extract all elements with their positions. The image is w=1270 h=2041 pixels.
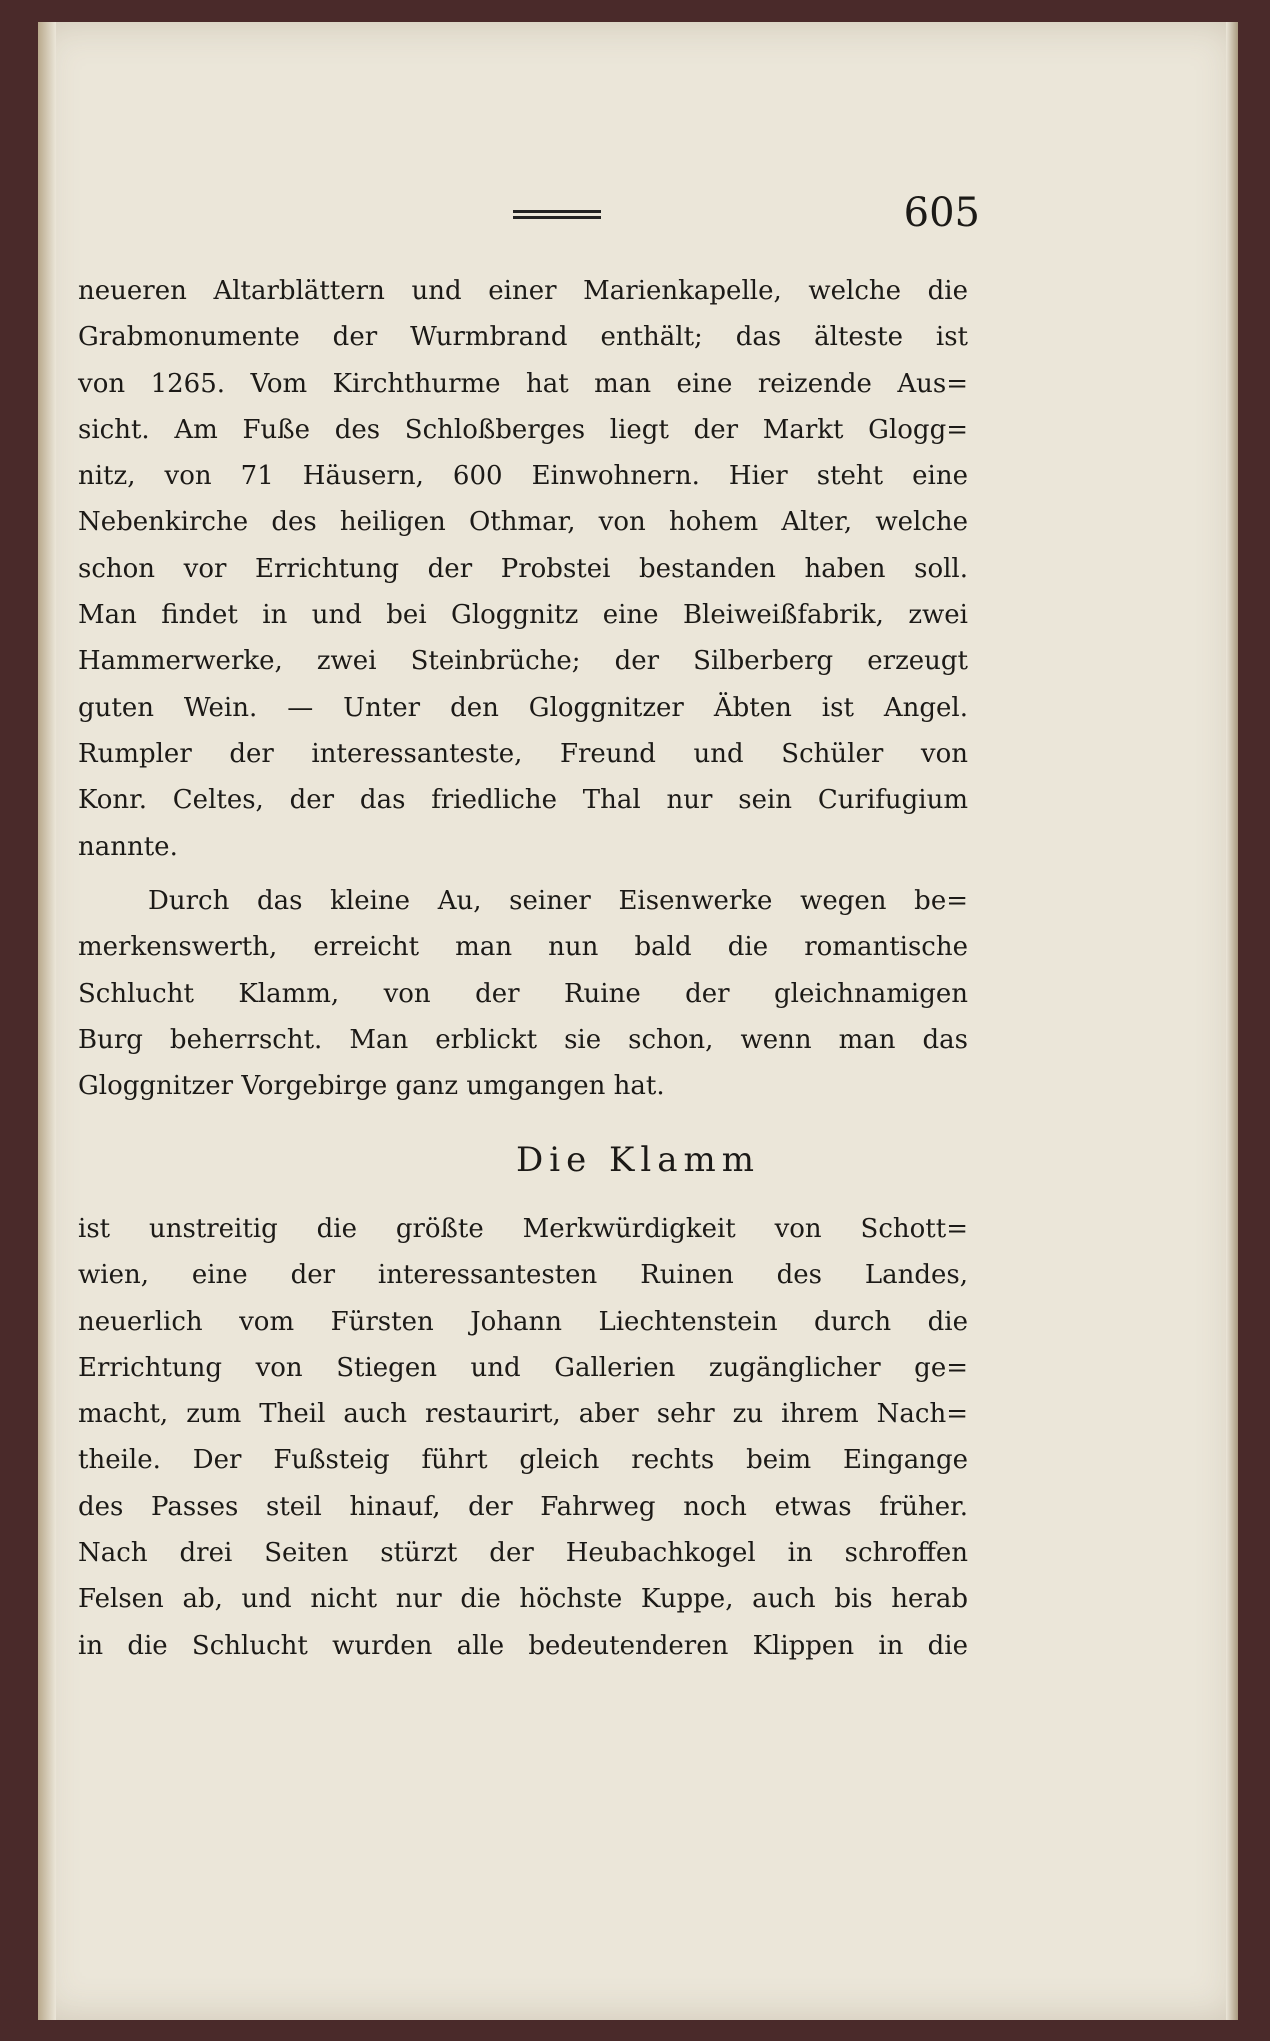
text-line: schon vor Errichtung der Probstei bestanden haben soll.: [78, 553, 968, 584]
text-line: sicht. Am Fuße des Schloßberges liegt der Markt Glogg=: [78, 414, 968, 445]
text-line: in die Schlucht wurden alle bedeutenderen Klippen in die: [78, 1630, 968, 1661]
text-line: Errichtung von Stiegen und Gallerien zugänglicher ge=: [78, 1352, 968, 1383]
text-line: Felsen ab, und nicht nur die höchste Kuppe, auch bis herab: [78, 1584, 968, 1615]
header-rule: [513, 210, 601, 224]
text-line: guten Wein. — Unter den Gloggnitzer Äbten ist Angel.: [78, 692, 968, 723]
text-line: Burg beherrscht. Man erblickt sie schon, wenn man das: [78, 1024, 968, 1055]
text-line: Man findet in und bei Gloggnitz eine Bleiweißfabrik, zwei: [78, 600, 968, 631]
page-gutter: [38, 22, 56, 2020]
page-edge: [1226, 22, 1238, 2020]
text-line: Schlucht Klamm, von der Ruine der gleichnamigen: [78, 978, 968, 1009]
text-line: neueren Altarblättern und einer Marienkapelle, welche die: [78, 276, 968, 306]
text-line: von 1265. Vom Kirchthurme hat man eine reizende Aus=: [78, 368, 968, 399]
paragraph-2: [78, 878, 968, 1109]
text-line: wien, eine der interessantesten Ruinen des Landes,: [78, 1260, 968, 1291]
text-line: Durch das kleine Au, seiner Eisenwerke wegen be=: [148, 886, 968, 916]
text-line: Nach drei Seiten stürzt der Heubachkogel in schroffen: [78, 1538, 968, 1569]
text-line: macht, zum Theil auch restaurirt, aber sehr zu ihrem Nach=: [78, 1399, 968, 1430]
text-line: des Passes steil hinauf, der Fahrweg noch etwas früher.: [78, 1491, 968, 1522]
text-line: theile. Der Fußsteig führt gleich rechts beim Eingange: [78, 1445, 968, 1476]
section-heading: Die Klamm: [515, 1140, 761, 1180]
text-line: Grabmonumente der Wurmbrand enthält; das älteste ist: [78, 322, 968, 353]
paragraph-3: [78, 1206, 968, 1669]
text-line: Nebenkirche des heiligen Othmar, von hohem Alter, welche: [78, 507, 968, 538]
page-number: 605: [903, 190, 980, 236]
text-line: nitz, von 71 Häusern, 600 Einwohnern. Hier steht eine: [78, 461, 968, 492]
paragraph-1: [78, 268, 968, 870]
text-line: nannte.: [78, 831, 178, 862]
text-line: Hammerwerke, zwei Steinbrüche; der Silberberg erzeugt: [78, 646, 968, 677]
text-line: Konr. Celtes, der das friedliche Thal nur sein Curifugium: [78, 785, 968, 816]
text-line: neuerlich vom Fürsten Johann Liechtenstein durch die: [78, 1306, 968, 1337]
text-line: merkenswerth, erreicht man nun bald die romantische: [78, 932, 968, 963]
text-line: Rumpler der interessanteste, Freund und Schüler von: [78, 738, 968, 769]
text-line: ist unstreitig die größte Merkwürdigkeit von Schott=: [78, 1214, 968, 1244]
text-line: Gloggnitzer Vorgebirge ganz umgangen hat.: [78, 1071, 665, 1102]
